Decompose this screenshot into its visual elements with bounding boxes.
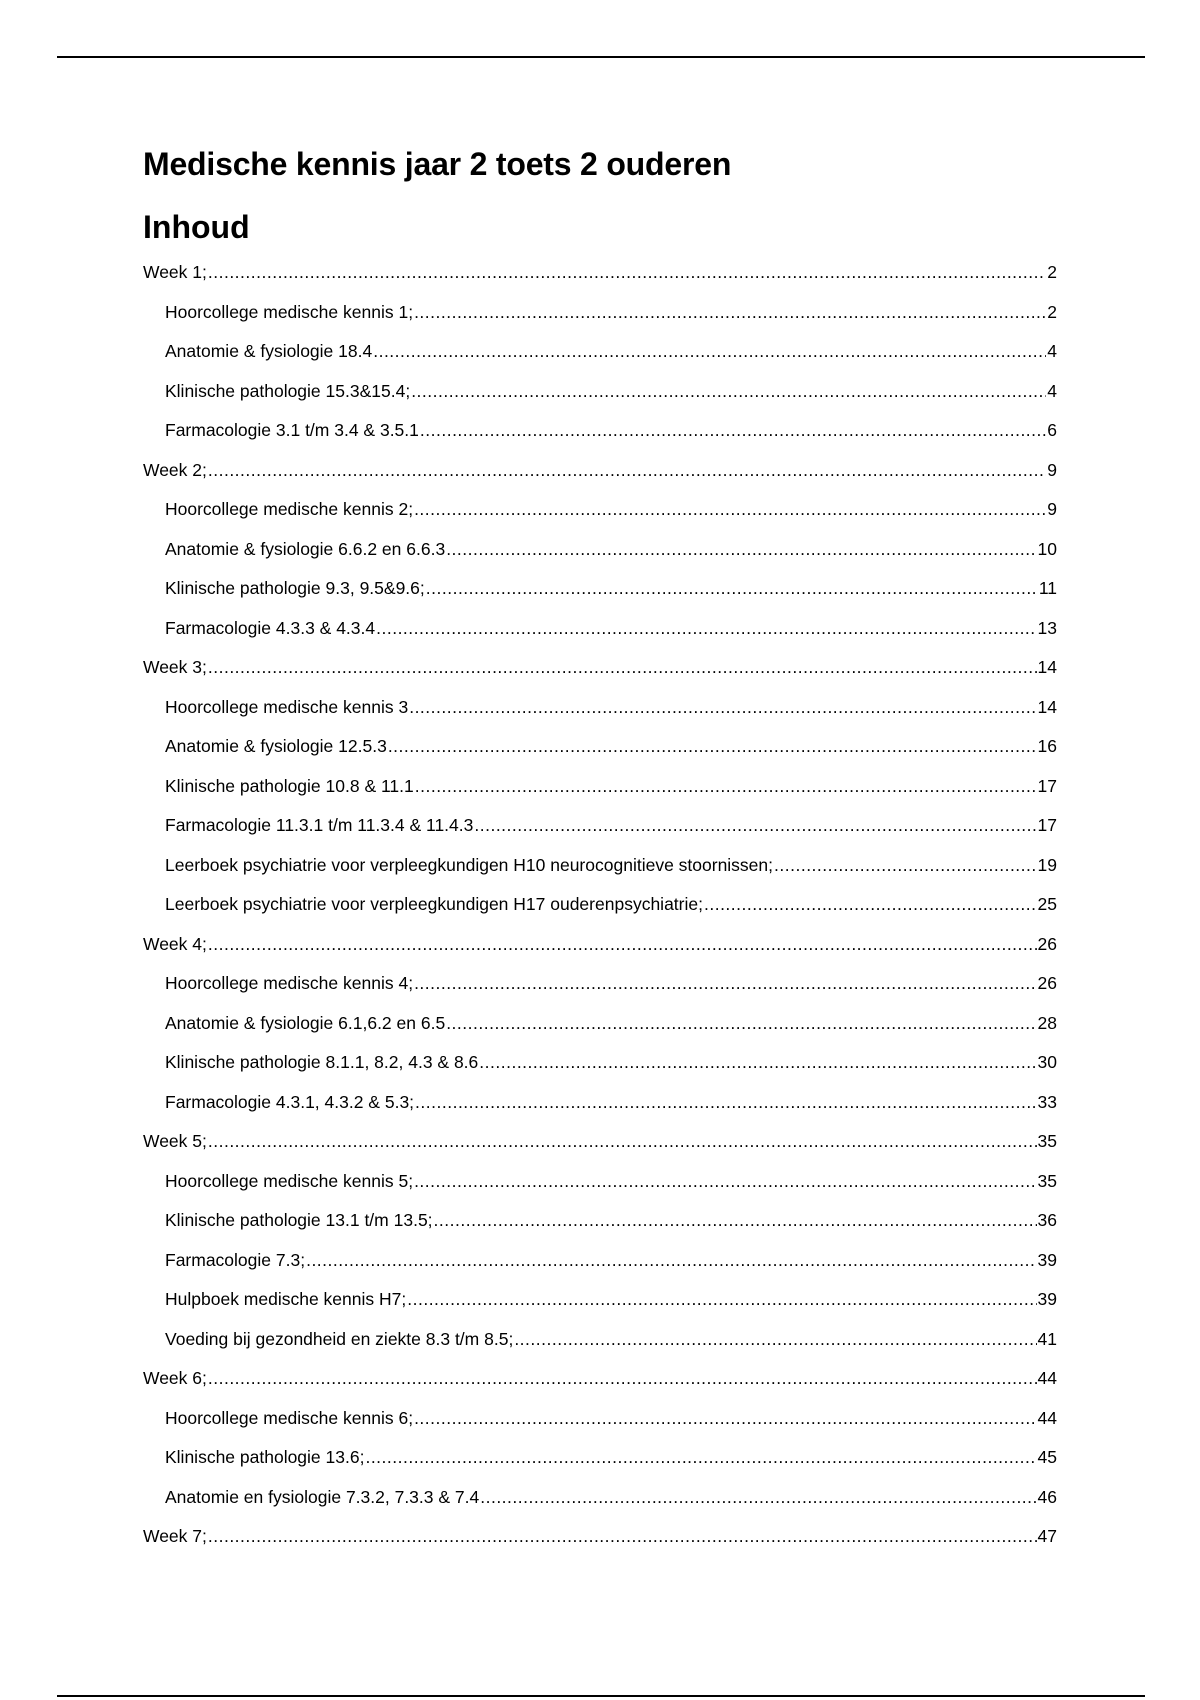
toc-page-number[interactable]: 9	[1047, 499, 1057, 519]
toc-dot-leader	[388, 736, 1037, 756]
toc-entry-title[interactable]: Week 1;	[143, 262, 207, 282]
toc-page-number[interactable]: 11	[1038, 578, 1057, 598]
toc-dot-leader	[415, 1092, 1036, 1112]
toc-page-number[interactable]: 47	[1037, 1526, 1057, 1546]
toc-entry-title[interactable]: Hoorcollege medische kennis 1;	[165, 301, 414, 322]
toc-page-number[interactable]: 45	[1037, 1447, 1057, 1467]
toc-entry-section[interactable]	[143, 499, 1057, 539]
toc-page-number[interactable]: 25	[1037, 894, 1057, 914]
toc-entry-title[interactable]: Klinische pathologie 13.6;	[165, 1447, 365, 1467]
toc-entry-title[interactable]: Klinische pathologie 8.1.1, 8.2, 4.3 & 8.6	[165, 1052, 479, 1072]
toc-page-number[interactable]: 28	[1037, 1012, 1057, 1033]
toc-entry-section[interactable]	[143, 736, 1057, 776]
toc-page-number[interactable]: 10	[1037, 538, 1057, 559]
toc-dot-leader	[446, 539, 1036, 559]
toc-entry-title[interactable]: Week 7;	[143, 1526, 207, 1546]
toc-page-number[interactable]: 35	[1037, 1170, 1057, 1191]
toc-entry-section[interactable]	[143, 341, 1057, 381]
toc-dot-leader	[474, 815, 1036, 835]
toc-entry-title[interactable]: Farmacologie 4.3.3 & 4.3.4	[165, 617, 376, 638]
header-rule	[57, 56, 1145, 58]
toc-dot-leader	[479, 1052, 1036, 1072]
toc-entry-title[interactable]: Week 3;	[143, 657, 207, 677]
toc-entry-title[interactable]: Hoorcollege medische kennis 2;	[165, 499, 414, 519]
toc-dot-leader	[376, 618, 1036, 638]
toc-dot-leader	[414, 499, 1046, 519]
table-of-contents	[143, 262, 1057, 1566]
toc-dot-leader	[208, 460, 1046, 480]
toc-entry-title[interactable]: Anatomie & fysiologie 18.4	[165, 341, 373, 361]
toc-entry-title[interactable]: Week 6;	[143, 1368, 207, 1388]
toc-entry-section[interactable]	[143, 381, 1057, 421]
toc-dot-leader	[306, 1250, 1036, 1270]
toc-entry-title[interactable]: Hoorcollege medische kennis 6;	[165, 1407, 414, 1428]
toc-entry-section[interactable]	[143, 1447, 1057, 1487]
toc-dot-leader	[414, 1171, 1036, 1191]
toc-entry-title[interactable]: Klinische pathologie 10.8 & 11.1	[165, 775, 414, 796]
toc-dot-leader	[414, 1408, 1036, 1428]
toc-dot-leader	[208, 1368, 1037, 1388]
toc-entry-section[interactable]	[143, 1092, 1057, 1132]
toc-page-number[interactable]: 44	[1037, 1407, 1057, 1428]
toc-dot-leader	[414, 973, 1036, 993]
toc-entry-section[interactable]	[143, 578, 1057, 618]
toc-dot-leader	[446, 1013, 1036, 1033]
toc-entry-section[interactable]	[143, 420, 1057, 460]
toc-page-number[interactable]: 36	[1037, 1210, 1057, 1230]
toc-dot-leader	[480, 1487, 1036, 1507]
toc-entry-title[interactable]: Farmacologie 4.3.1, 4.3.2 & 5.3;	[165, 1091, 415, 1112]
toc-entry-title[interactable]: Farmacologie 7.3;	[165, 1249, 306, 1270]
toc-dot-leader	[208, 657, 1037, 677]
toc-page-number[interactable]: 46	[1037, 1486, 1057, 1507]
toc-entry-title[interactable]: Week 4;	[143, 933, 207, 954]
toc-page-number[interactable]: 9	[1047, 459, 1057, 480]
toc-entry-week[interactable]	[143, 1526, 1057, 1566]
toc-entry-section[interactable]	[143, 855, 1057, 895]
toc-dot-leader	[434, 1210, 1037, 1230]
toc-entry-section[interactable]	[143, 302, 1057, 342]
toc-page-number[interactable]: 4	[1047, 341, 1057, 361]
toc-entry-section[interactable]	[143, 1210, 1057, 1250]
toc-page-number[interactable]: 26	[1037, 933, 1057, 954]
toc-entry-title[interactable]: Anatomie en fysiologie 7.3.2, 7.3.3 & 7.4	[165, 1486, 480, 1507]
toc-entry-title[interactable]: Farmacologie 3.1 t/m 3.4 & 3.5.1	[165, 420, 419, 440]
toc-dot-leader	[208, 934, 1037, 954]
toc-entry-title[interactable]: Anatomie & fysiologie 12.5.3	[165, 736, 387, 756]
toc-entry-week[interactable]	[143, 262, 1057, 302]
toc-page-number[interactable]: 30	[1037, 1052, 1057, 1072]
toc-entry-week[interactable]	[143, 1368, 1057, 1408]
toc-entry-title[interactable]: Klinische pathologie 13.1 t/m 13.5;	[165, 1210, 433, 1230]
toc-entry-title[interactable]: Farmacologie 11.3.1 t/m 11.3.4 & 11.4.3	[165, 815, 474, 835]
toc-page-number[interactable]: 26	[1037, 973, 1057, 993]
toc-page-number[interactable]: 14	[1037, 657, 1057, 677]
toc-entry-title[interactable]: Week 2;	[143, 459, 207, 480]
toc-dot-leader	[208, 1526, 1037, 1546]
toc-entry-title[interactable]: Klinische pathologie 15.3&15.4;	[165, 380, 411, 401]
toc-entry-title[interactable]: Leerboek psychiatrie voor verpleegkundigen H10 neurocognitieve stoornissen;	[165, 854, 774, 875]
toc-entry-week[interactable]	[143, 657, 1057, 697]
toc-page-number[interactable]: 4	[1047, 380, 1057, 401]
toc-entry-section[interactable]	[143, 776, 1057, 816]
toc-dot-leader	[426, 578, 1038, 598]
toc-dot-leader	[774, 855, 1037, 875]
toc-dot-leader	[409, 697, 1036, 717]
toc-dot-leader	[704, 894, 1037, 914]
toc-page-number[interactable]: 35	[1037, 1131, 1057, 1151]
toc-entry-section[interactable]	[143, 539, 1057, 579]
toc-page-number[interactable]: 39	[1037, 1249, 1057, 1270]
toc-dot-leader	[420, 420, 1046, 440]
toc-entry-title[interactable]: Week 5;	[143, 1131, 207, 1151]
toc-dot-leader	[514, 1329, 1036, 1349]
toc-entry-section[interactable]	[143, 1052, 1057, 1092]
toc-page-number[interactable]: 39	[1037, 1289, 1057, 1309]
toc-page-number[interactable]: 17	[1037, 775, 1057, 796]
toc-dot-leader	[208, 1131, 1037, 1151]
toc-entry-week[interactable]	[143, 460, 1057, 500]
toc-page-number[interactable]: 13	[1037, 617, 1057, 638]
toc-entry-section[interactable]	[143, 1250, 1057, 1290]
toc-entry-section[interactable]	[143, 1289, 1057, 1329]
toc-entry-section[interactable]	[143, 697, 1057, 737]
toc-entry-title[interactable]: Anatomie & fysiologie 6.1,6.2 en 6.5	[165, 1012, 446, 1033]
toc-entry-title[interactable]: Hoorcollege medische kennis 3	[165, 696, 409, 717]
toc-entry-section[interactable]	[143, 1408, 1057, 1448]
toc-entry-section[interactable]	[143, 1171, 1057, 1211]
toc-entry-section[interactable]	[143, 1013, 1057, 1053]
toc-page-number[interactable]: 17	[1037, 815, 1057, 835]
toc-page-number[interactable]: 2	[1047, 301, 1057, 322]
toc-page-number[interactable]: 6	[1047, 420, 1057, 440]
toc-page-number[interactable]: 44	[1037, 1368, 1057, 1388]
footer-rule	[57, 1695, 1145, 1697]
toc-entry-title[interactable]: Anatomie & fysiologie 6.6.2 en 6.6.3	[165, 538, 446, 559]
toc-entry-title[interactable]: Voeding bij gezondheid en ziekte 8.3 t/m 8.5;	[165, 1328, 514, 1349]
toc-page-number[interactable]: 19	[1037, 854, 1057, 875]
toc-entry-title[interactable]: Leerboek psychiatrie voor verpleegkundigen H17 ouderenpsychiatrie;	[165, 894, 703, 914]
toc-entry-title[interactable]: Klinische pathologie 9.3, 9.5&9.6;	[165, 578, 425, 598]
toc-dot-leader	[415, 776, 1037, 796]
toc-entry-section[interactable]	[143, 894, 1057, 934]
toc-page-number[interactable]: 41	[1037, 1328, 1057, 1349]
document-title: Medische kennis jaar 2 toets 2 ouderen	[143, 146, 732, 182]
toc-entry-title[interactable]: Hoorcollege medische kennis 5;	[165, 1170, 414, 1191]
toc-page-number[interactable]: 33	[1037, 1091, 1057, 1112]
toc-entry-section[interactable]	[143, 815, 1057, 855]
toc-dot-leader	[365, 1447, 1036, 1467]
toc-page-number[interactable]: 16	[1037, 736, 1057, 756]
toc-page-number[interactable]: 2	[1047, 262, 1057, 282]
toc-page-number[interactable]: 14	[1037, 696, 1057, 717]
toc-entry-section[interactable]	[143, 1329, 1057, 1369]
toc-entry-section[interactable]	[143, 1487, 1057, 1527]
toc-entry-week[interactable]	[143, 934, 1057, 974]
toc-entry-section[interactable]	[143, 973, 1057, 1013]
toc-dot-leader	[414, 302, 1046, 322]
toc-dot-leader	[407, 1289, 1036, 1309]
toc-dot-leader	[411, 381, 1046, 401]
toc-heading: Inhoud	[143, 209, 250, 245]
toc-dot-leader	[373, 341, 1046, 361]
toc-entry-title[interactable]: Hulpboek medische kennis H7;	[165, 1289, 407, 1309]
toc-dot-leader	[208, 262, 1046, 282]
toc-entry-week[interactable]	[143, 1131, 1057, 1171]
toc-entry-section[interactable]	[143, 618, 1057, 658]
toc-entry-title[interactable]: Hoorcollege medische kennis 4;	[165, 973, 414, 993]
